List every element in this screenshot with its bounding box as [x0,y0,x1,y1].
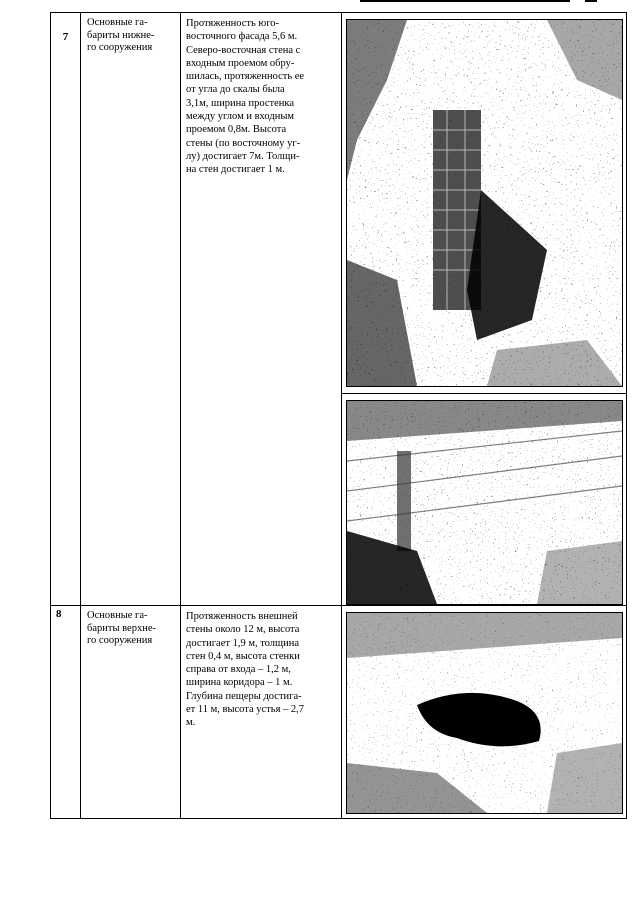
description-line: восточного фасада 5,6 м. [186,31,298,43]
photo-cell [342,606,627,819]
label-line: Основные га- [87,17,148,28]
header-rule [360,0,570,2]
description-line: Протяженность внешней [186,611,298,622]
description-line: стены около 12 м, высота [186,624,300,636]
description-line: проемом 0,8м. Высота [186,124,287,136]
table-row [51,13,627,606]
label-line: го сооружения [87,635,153,646]
header-mark [585,0,597,2]
description-line: ширина коридора – 1 м. [186,677,293,689]
description-line: м. [186,717,196,729]
photo-cave-entrance [346,612,623,814]
description-line: справа от входа – 1,2 м, [186,664,291,676]
label-line: бариты нижне- [87,29,155,41]
description-line: Северо-восточная стена с [186,44,301,56]
description-line: шилась, протяженность ее [186,71,305,83]
row-description [181,606,342,819]
photo-divider [342,393,626,394]
photo-cell [342,13,627,606]
label-line: бариты верхне- [87,622,156,634]
description-line: Глубина пещеры достига- [186,690,302,702]
description-line: от угла до скалы была [186,84,285,96]
description-line: на стен достигает 1 м. [186,164,285,176]
label-line: Основные га- [87,610,148,621]
description-line: Протяженность юго- [186,18,280,29]
description-line: лу) достигает 7м. Толщи- [186,150,300,162]
description-line: входным проемом обру- [186,57,295,69]
description-line: ет 11 м, высота устья – 2,7 [186,704,305,716]
description-line: стены (по восточному уг- [186,137,301,149]
description-line: между углом и входным [186,111,295,123]
photo-cliff-ruin-wall [346,19,623,387]
table-row [51,606,627,819]
monument-description-table [50,12,627,819]
row-label [81,13,181,606]
description-line: 3,1м, ширина простенка [186,97,295,109]
description-line: стен 0,4 м, высота стенки [186,650,300,662]
label-line: го сооружения [87,42,153,53]
row-description [181,13,342,606]
row-number: 8 [51,606,81,819]
photo-cliff-face-wall [346,400,623,605]
row-number: 7 [51,13,81,606]
description-line: достигает 1,9 м, толщина [186,637,299,649]
row-label [81,606,181,819]
